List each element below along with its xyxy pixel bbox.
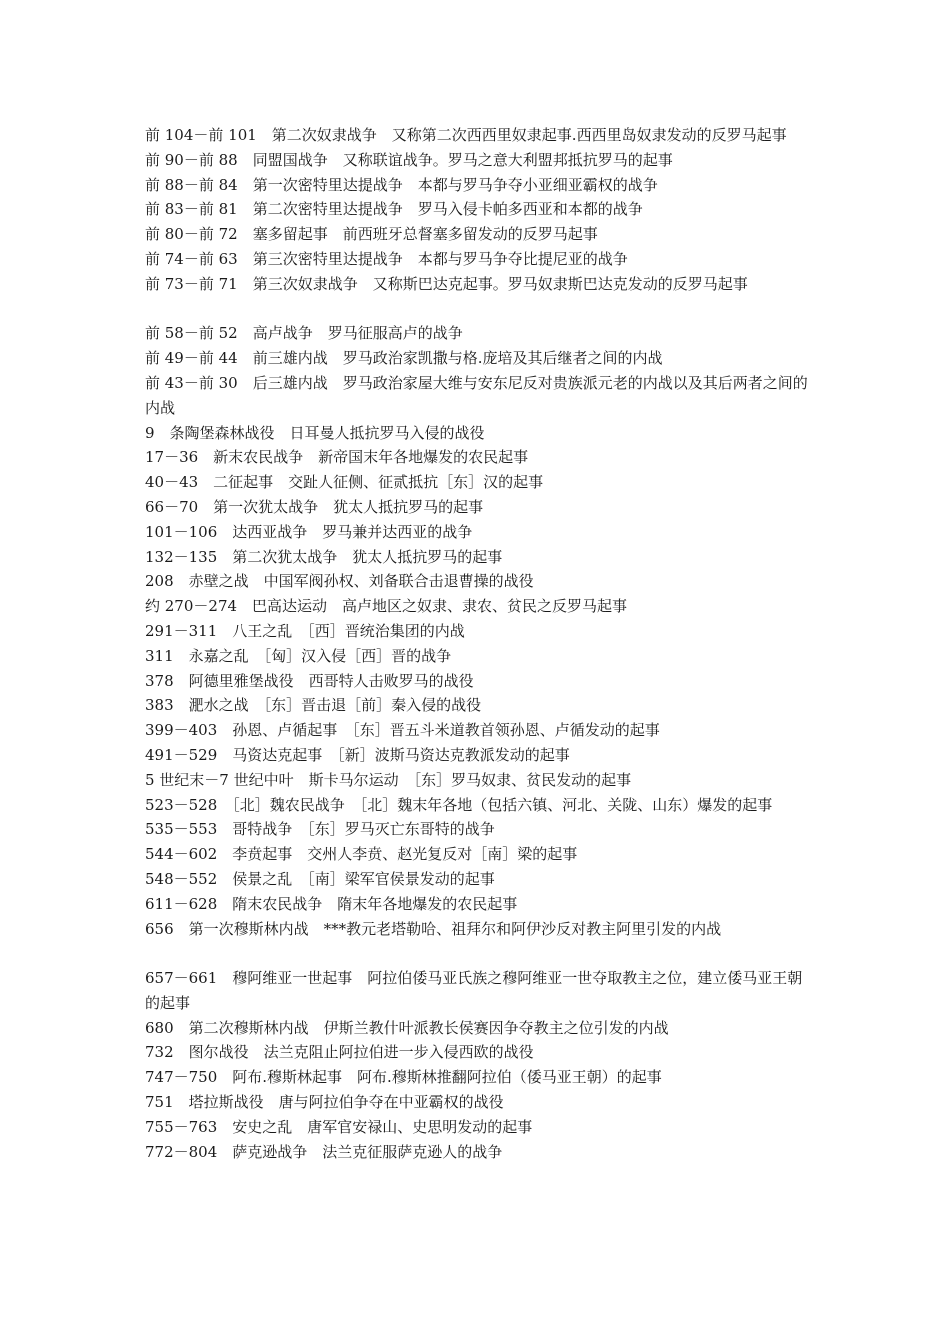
chronology-entry: 732 图尔战役 法兰克阻止阿拉伯进一步入侵西欧的战役 [145, 1043, 534, 1062]
chronology-entry: 751 塔拉斯战役 唐与阿拉伯争夺在中亚霸权的战役 [145, 1093, 504, 1112]
chronology-entry: 前 49－前 44 前三雄内战 罗马政治家凯撒与格.庞培及其后继者之间的内战 [145, 349, 663, 368]
chronology-entry: 5 世纪末－7 世纪中叶 斯卡马尔运动 ［东］罗马奴隶、贫民发动的起事 [145, 770, 632, 789]
chronology-entry: 132－135 第二次犹太战争 犹太人抵抗罗马的起事 [145, 547, 503, 566]
chronology-entry: 前 90－前 88 同盟国战争 又称联谊战争。罗马之意大利盟邦抵抗罗马的起事 [145, 150, 673, 169]
chronology-entry: 378 阿德里雅堡战役 西哥特人击败罗马的战役 [145, 671, 474, 690]
chronology-entry: 前 88－前 84 第一次密特里达提战争 本都与罗马争夺小亚细亚霸权的战争 [145, 175, 658, 194]
chronology-entry: 491－529 马资达克起事 ［新］波斯马资达克教派发动的起事 [145, 745, 570, 764]
chronology-entry: 前 43－前 30 后三雄内战 罗马政治家屋大维与安东尼反对贵族派元老的内战以及其后两者之间的内战 [145, 373, 808, 417]
blank-line [145, 297, 810, 322]
chronology-entry: 772－804 萨克逊战争 法兰克征服萨克逊人的战争 [145, 1142, 503, 1161]
chronology-entry: 657－661 穆阿维亚一世起事 阿拉伯倭马亚氏族之穆阿维亚一世夺取教主之位，建立倭马亚王朝的起事 [145, 969, 803, 1012]
chronology-entry: 208 赤壁之战 中国军阀孙权、刘备联合击退曹操的战役 [145, 572, 534, 591]
chronology-entry: 747－750 阿布.穆斯林起事 阿布.穆斯林推翻阿拉伯（倭马亚王朝）的起事 [145, 1068, 662, 1087]
chronology-entry: 755－763 安史之乱 唐军官安禄山、史思明发动的起事 [145, 1117, 533, 1136]
chronology-entry: 535－553 哥特战争 ［东］罗马灭亡东哥特的战争 [145, 820, 495, 839]
chronology-entry: 548－552 侯景之乱 ［南］梁军官侯景发动的起事 [145, 869, 495, 888]
chronology-entry: 383 淝水之战 ［东］晋击退［前］秦入侵的战役 [145, 696, 482, 715]
document-body [145, 123, 810, 1164]
chronology-entry: 611－628 隋末农民战争 隋末年各地爆发的农民起事 [145, 894, 518, 913]
chronology-entry: 前 104－前 101 第二次奴隶战争 又称第二次西西里奴隶起事.西西里岛奴隶发动的反罗马起事 [145, 126, 787, 144]
chronology-entry: 约 270－274 巴高达运动 高卢地区之奴隶、隶农、贫民之反罗马起事 [145, 597, 628, 616]
chronology-entry: 656 第一次穆斯林内战 ***教元老塔勒哈、祖拜尔和阿伊沙反对教主阿里引发的内战 [145, 919, 722, 938]
chronology-entry: 680 第二次穆斯林内战 伊斯兰教什叶派教长侯赛因争夺教主之位引发的内战 [145, 1018, 669, 1037]
chronology-entry: 前 58－前 52 高卢战争 罗马征服高卢的战争 [145, 324, 463, 343]
chronology-entry: 前 83－前 81 第二次密特里达提战争 罗马入侵卡帕多西亚和本都的战争 [145, 200, 643, 219]
blank-line [145, 941, 810, 966]
chronology-entry: 399－403 孙恩、卢循起事 ［东］晋五斗米道教首领孙恩、卢循发动的起事 [145, 721, 660, 740]
chronology-entry: 544－602 李贲起事 交州人李贲、赵光复反对［南］梁的起事 [145, 845, 578, 864]
chronology-entry: 291－311 八王之乱 ［西］晋统治集团的内战 [145, 621, 465, 640]
chronology-entry: 101－106 达西亚战争 罗马兼并达西亚的战争 [145, 522, 473, 541]
chronology-entry: 前 74－前 63 第三次密特里达提战争 本都与罗马争夺比提尼亚的战争 [145, 249, 628, 268]
chronology-entry: 9 条陶堡森林战役 日耳曼人抵抗罗马入侵的战役 [145, 423, 485, 442]
chronology-entry: 311 永嘉之乱 ［匈］汉入侵［西］晋的战争 [145, 646, 452, 665]
chronology-entry: 40－43 二征起事 交趾人征侧、征贰抵抗［东］汉的起事 [145, 473, 544, 492]
chronology-entry: 17－36 新末农民战争 新帝国末年各地爆发的农民起事 [145, 448, 529, 467]
chronology-entry: 523－528 ［北］魏农民战争 ［北］魏末年各地（包括六镇、河北、关陇、山东）爆发的起事 [145, 795, 773, 814]
chronology-entry: 前 73－前 71 第三次奴隶战争 又称斯巴达克起事。罗马奴隶斯巴达克发动的反罗马起事 [145, 274, 748, 293]
chronology-entry: 66－70 第一次犹太战争 犹太人抵抗罗马的起事 [145, 497, 484, 516]
chronology-entry: 前 80－前 72 塞多留起事 前西班牙总督塞多留发动的反罗马起事 [145, 225, 598, 244]
